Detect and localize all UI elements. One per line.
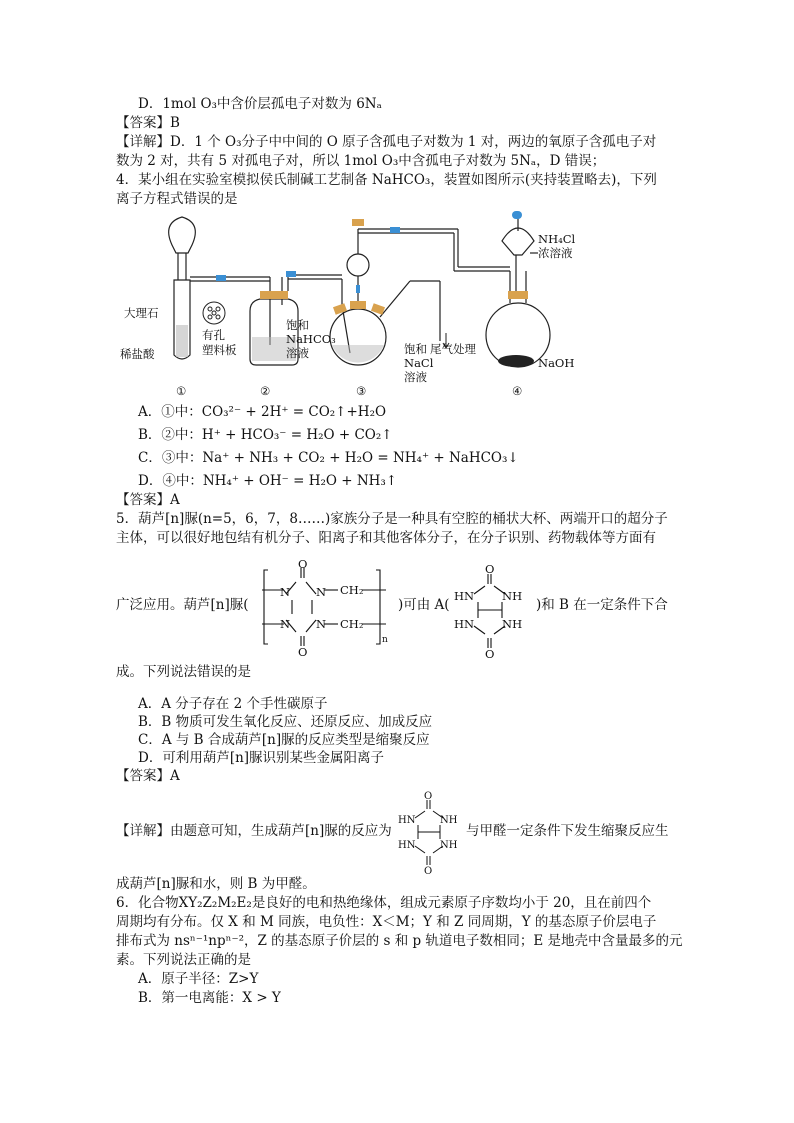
svg-text:CH₂: CH₂ — [340, 583, 364, 597]
svg-text:N: N — [316, 585, 327, 599]
svg-text:N: N — [316, 617, 327, 631]
question-6-stem: 排布式为 nsⁿ⁻¹npⁿ⁻²，Z 的基态原子价层的 s 和 p 轨道电子数相同；E 是地壳中含量最多的元 — [116, 933, 683, 949]
svg-text:HN: HN — [398, 840, 416, 851]
question-5-stem: )可由 A( — [398, 597, 450, 613]
svg-text:HN: HN — [454, 589, 475, 603]
apparatus-diagram — [110, 205, 590, 400]
svg-text:NH: NH — [502, 589, 523, 603]
label-nahco3: 饱和 — [286, 318, 309, 332]
label-number: ② — [260, 384, 271, 398]
svg-text:O: O — [485, 562, 495, 576]
svg-text:O: O — [298, 645, 308, 659]
question-4-stem: 离子方程式错误的是 — [116, 191, 238, 207]
question-6-stem: 素。下列说法正确的是 — [116, 952, 251, 968]
answer-label: 【答案】A — [116, 768, 180, 784]
svg-text:n: n — [382, 635, 388, 645]
svg-text:O: O — [485, 647, 495, 660]
option-a: A．原子半径：Z>Y — [138, 971, 259, 987]
question-5-stem: )和 B 在一定条件下合 — [536, 597, 668, 613]
svg-text:N: N — [280, 617, 291, 631]
option-d: D．可利用葫芦[n]脲识别某些金属阳离子 — [138, 750, 385, 766]
svg-text:NH: NH — [440, 815, 458, 826]
option-d: D．④中：NH₄⁺ + OH⁻ = H₂O + NH₃↑ — [138, 473, 398, 489]
svg-text:O: O — [424, 866, 433, 876]
explanation-line: 【详解】D．1 个 O₃分子中中间的 O 原子含孤电子对数为 1 对，两边的氧原子含孤电子对 — [116, 134, 657, 150]
label-nahco3: NaHCO₃ — [286, 332, 336, 346]
label-nh4cl: NH₄Cl — [538, 232, 576, 246]
label-nahco3: 溶液 — [286, 346, 309, 360]
label-hcl: 稀盐酸 — [120, 347, 155, 361]
label-number: ① — [176, 384, 187, 398]
question-5-stem: 5．葫芦[n]脲(n=5，6，7，8……)家族分子是一种具有空腔的桶状大杯、两端开口的超分子 — [116, 511, 668, 527]
label-nacl: 饱和 — [404, 342, 427, 356]
svg-text:O: O — [424, 791, 433, 802]
answer-label: 【答案】B — [116, 115, 180, 131]
question-5-stem: 广泛应用。葫芦[n]脲( — [116, 597, 249, 613]
explanation-line: 与甲醛一定条件下发生缩聚反应生 — [466, 823, 669, 839]
option-b: B．②中：H⁺ + HCO₃⁻ = H₂O + CO₂↑ — [138, 427, 393, 443]
label-marble: 大理石 — [124, 306, 159, 320]
svg-text:CH₂: CH₂ — [340, 617, 364, 631]
explanation-line: 数为 2 对，共有 5 对孤电子对，所以 1mol O₃中含孤电子对数为 5Nₐ，D 错误； — [116, 153, 606, 169]
label-nacl: NaCl — [404, 356, 434, 370]
label-number: ④ — [512, 384, 523, 398]
option-c: C．③中：Na⁺ + NH₃ + CO₂ + H₂O = NH₄⁺ + NaHCO₃↓ — [138, 450, 519, 466]
svg-text:NH: NH — [440, 840, 458, 851]
svg-text:HN: HN — [398, 815, 416, 826]
label-plate: 有孔 — [202, 328, 225, 342]
cucurbituril-structure — [262, 560, 392, 660]
label-number: ③ — [356, 384, 367, 398]
option-d-line: D．1mol O₃中含价层孤电子对数为 6Nₐ — [138, 96, 382, 112]
option-c: C．A 与 B 合成葫芦[n]脲的反应类型是缩聚反应 — [138, 732, 430, 748]
label-plate: 塑料板 — [202, 343, 237, 357]
option-a: A．①中：CO₃²⁻ + 2H⁺ = CO₂↑+H₂O — [138, 404, 387, 420]
question-4-stem: 4．某小组在实验室模拟侯氏制碱工艺制备 NaHCO₃，装置如图所示(夹持装置略去)，下列 — [116, 172, 657, 188]
explanation-line: 【详解】由题意可知，生成葫芦[n]脲的反应为 — [116, 823, 392, 839]
question-6-stem: 6．化合物XY₂Z₂M₂E₂是良好的电和热绝缘体，组成元素原子序数均小于 20，且在前四个 — [116, 895, 652, 911]
svg-text:HN: HN — [454, 617, 475, 631]
question-5-stem: 成。下列说法错误的是 — [116, 664, 251, 680]
label-nh4cl: 浓溶液 — [538, 246, 573, 260]
option-b: B．B 物质可发生氧化反应、还原反应、加成反应 — [138, 714, 433, 730]
svg-text:NH: NH — [502, 617, 523, 631]
glycoluril-structure — [452, 562, 532, 660]
answer-label: 【答案】A — [116, 492, 180, 508]
label-naoh: NaOH — [538, 356, 575, 370]
question-5-stem: 主体，可以很好地包结有机分子、阳离子和其他客体分子，在分子识别、药物载体等方面有 — [116, 530, 656, 546]
option-b: B．第一电离能：X > Y — [138, 990, 281, 1006]
label-nacl: 溶液 — [404, 370, 427, 384]
svg-text:N: N — [280, 585, 291, 599]
option-a: A．A 分子存在 2 个手性碳原子 — [138, 696, 328, 712]
glycoluril-structure — [396, 790, 466, 876]
question-6-stem: 周期均有分布。仅 X 和 M 同族，电负性：X＜M；Y 和 Z 同周期，Y 的基态原子价层电子 — [116, 914, 657, 930]
explanation-line: 成葫芦[n]脲和水，则 B 为甲醛。 — [116, 876, 316, 892]
label-exhaust: 尾气处理 — [430, 342, 476, 356]
svg-text:O: O — [298, 560, 308, 571]
